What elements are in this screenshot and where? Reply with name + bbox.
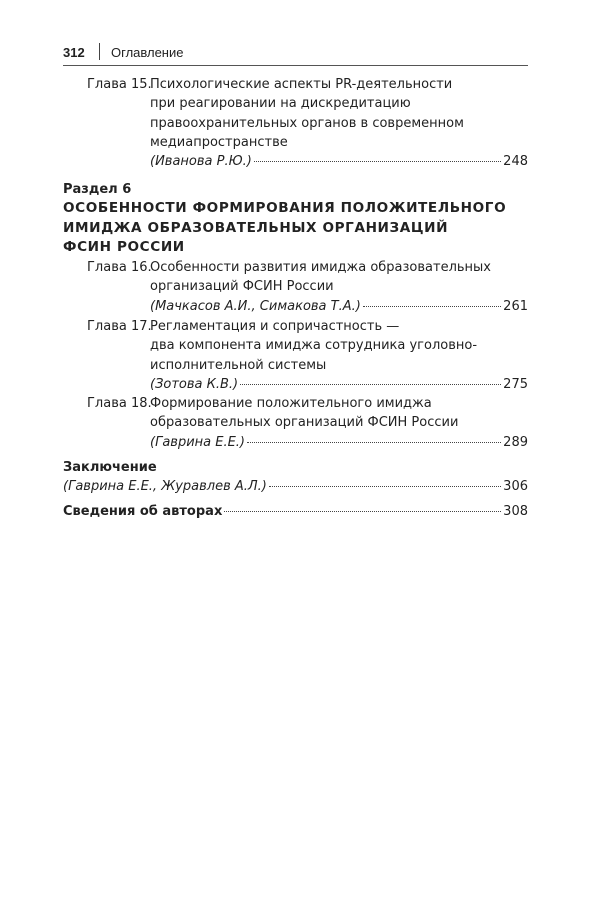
- page-number: 312: [63, 45, 85, 60]
- chapter-label: Глава 18.: [87, 396, 152, 411]
- toc-entry-chapter-18[interactable]: [63, 394, 528, 452]
- section-title-line: ОСОБЕННОСТИ ФОРМИРОВАНИЯ ПОЛОЖИТЕЛЬНОГО: [63, 200, 507, 217]
- chapter-title-line: Регламентация и сопричастность —: [150, 319, 400, 334]
- authors-info-title: Сведения об авторах: [63, 504, 223, 519]
- chapter-author: (Мачкасов А.И., Симакова Т.А.): [150, 298, 361, 314]
- page-ref: 306: [503, 479, 528, 495]
- chapter-author: (Зотова К.В.): [150, 376, 239, 392]
- toc-entry-chapter-17[interactable]: [63, 317, 528, 394]
- page-ref: 248: [503, 154, 528, 170]
- chapter-title-line: образовательных организаций ФСИН России: [150, 415, 459, 431]
- page-ref: 289: [503, 434, 528, 450]
- page-ref: 308: [503, 504, 528, 519]
- chapter-label: Глава 16.: [87, 260, 152, 275]
- chapter-title-line: два компонента имиджа сотрудника уголовно-: [150, 338, 478, 354]
- chapter-title-line: Особенности развития имиджа образовательных: [150, 260, 492, 275]
- dot-leader: [254, 161, 501, 162]
- page-ref: 261: [503, 298, 528, 314]
- toc-entry-chapter-15[interactable]: [63, 75, 528, 171]
- running-header: [63, 43, 528, 66]
- section-title-line: ИМИДЖА ОБРАЗОВАТЕЛЬНЫХ ОРГАНИЗАЦИЙ: [63, 219, 449, 236]
- chapter-author: (Гаврина Е.Е.): [150, 434, 246, 450]
- chapter-author: (Иванова Р.Ю.): [150, 154, 252, 170]
- chapter-title-line: медиапространстве: [150, 134, 288, 150]
- toc-entry-conclusion[interactable]: [63, 458, 528, 497]
- running-title: Оглавление: [111, 45, 184, 60]
- chapter-label: Глава 17.: [87, 319, 152, 334]
- dot-leader: [240, 384, 501, 385]
- chapter-title-line: при реагировании на дискредитацию: [150, 96, 411, 112]
- conclusion-author: (Гаврина Е.Е., Журавлев А.Л.): [63, 479, 267, 495]
- dot-leader: [224, 511, 501, 512]
- chapter-title-line: Формирование положительного имиджа: [150, 396, 432, 411]
- toc-entry-authors-info[interactable]: [63, 502, 528, 521]
- section-label: Раздел 6: [63, 182, 132, 197]
- chapter-title-line: исполнительной системы: [150, 357, 327, 373]
- chapter-title-line: правоохранительных органов в современном: [150, 115, 464, 131]
- dot-leader: [247, 442, 501, 443]
- chapter-label: Глава 15.: [87, 77, 152, 92]
- page-ref: 275: [503, 376, 528, 392]
- toc-entry-chapter-16[interactable]: [63, 258, 528, 316]
- conclusion-title: Заключение: [63, 460, 157, 475]
- toc-section-6[interactable]: [63, 180, 528, 257]
- dot-leader: [269, 486, 501, 487]
- header-divider: [99, 43, 100, 60]
- section-title-line: ФСИН РОССИИ: [63, 238, 185, 255]
- dot-leader: [363, 306, 501, 307]
- chapter-title-line: Психологические аспекты PR-деятельности: [150, 77, 453, 92]
- chapter-title-line: организаций ФСИН России: [150, 279, 334, 295]
